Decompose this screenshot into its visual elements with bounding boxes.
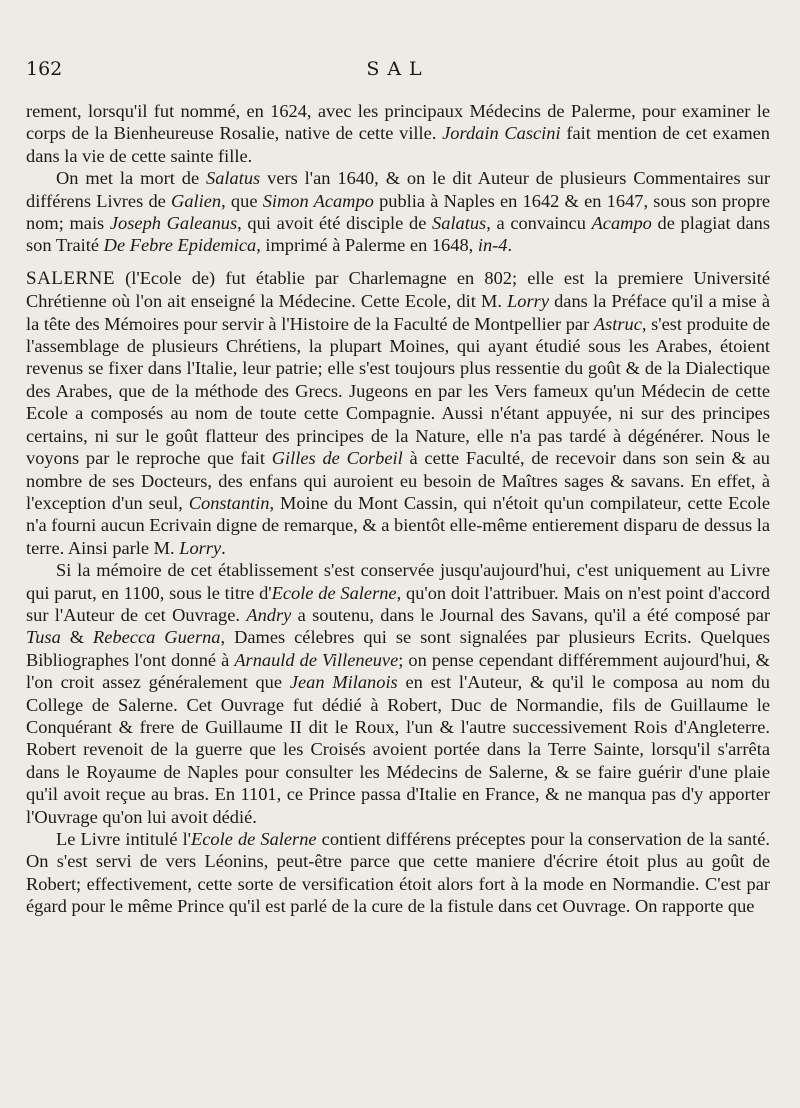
text-run: , qui avoit été disciple de	[237, 213, 433, 234]
text-run: fait mention de cet examen dans la vie de cette sainte fille.	[26, 123, 770, 166]
italic-name: Constantin	[188, 492, 270, 513]
text-run: , Moine du Mont Cassin, qui n'étoit qu'un compilateur, cette Ecole n'a fourni aucun Ecrivain digne de remarque, & a bientôt elle-même entierement disparu de dessus la terre. Ainsi parle M.	[26, 492, 771, 558]
paragraph-salatus-death	[26, 167, 770, 257]
text-run: publia à Naples en 1642 & en 1647, sous son propre nom; mais	[26, 190, 770, 234]
entry-heading: SALERNE	[26, 267, 115, 289]
text-run: , que	[221, 190, 263, 211]
italic-name: Arnauld de Villeneuve	[234, 649, 399, 670]
text-run: , qu'on doit l'attribuer. Mais on n'est point d'accord sur l'Auteur de cet Ouvrage.	[26, 582, 770, 625]
text-run: &	[60, 627, 94, 648]
text-run: à cette Faculté, de recevoir dans son sein & au nombre de ses Docteurs, des enfans qui auroient eu besoin de Maîtres sages & savans. En effet, à l'exception d'un seul,	[26, 448, 770, 513]
italic-name: Andry	[246, 604, 292, 625]
italic-name: Salatus	[432, 213, 487, 234]
italic-name: Salatus	[206, 168, 261, 189]
text-run: Si la mémoire de cet établissement s'est conservée jusqu'aujourd'hui, c'est uniquement au Livre qui parut, en 1100, sous le titre d'	[26, 560, 770, 603]
text-run: ; on pense cependant différemment aujourd'hui, & l'on croit assez généralement que	[26, 649, 770, 693]
italic-name: Jordain Cascini	[442, 123, 561, 144]
italic-name: Simon Acampo	[262, 190, 374, 211]
italic-name: Jean Milanois	[289, 672, 398, 693]
text-run: de plagiat dans son Traité	[26, 213, 770, 256]
italic-name: in-4	[477, 235, 508, 256]
italic-name: Rebecca Guerna	[93, 627, 221, 648]
text-run: vers l'an 1640, & on le dit Auteur de plusieurs Commentaires sur différens Livres de	[26, 168, 770, 211]
text-run: , s'est produite de l'assemblage de plusieurs Chrétiens, la plupart Moines, qui ayant étudié sous les Arabes, étoient revenus se fixer dans l'Italie, leur patrie; elle s'est toujours plus ressentie du goût & de la Dialectique des Arabes, que de la méthode des Grecs. Jugeons en par les Vers fameux qu'un Médecin de cette Ecole a composés au nom de toute cette Compagnie. Aussi n'étant appuyée, ni sur des principes certains, ni sur le goût flatteur des principes de la Nature, elle n'a pas tardé à dégénérer. Nous le voyons par le reproche que fait	[26, 313, 770, 469]
page-body	[26, 100, 770, 918]
text-run: .	[221, 537, 226, 558]
text-run: , imprimé à Palerme en 1648,	[256, 235, 478, 256]
italic-name: Astruc	[593, 313, 642, 334]
text-run: en est l'Auteur, & qu'il le composa au nom du College de Salerne. Cet Ouvrage fut dédié à Robert, Duc de Normandie, fils de Guillaume le Conquérant & frere de Guillaume II dit le Roux, l'un & l'autre successivement Rois d'Angleterre. Robert revenoit de la guerre que les Croisés avoient portée dans la Terre Sainte, lorsqu'il s'arrêta dans le Royaume de Naples pour consulter les Médecins de Salerne, & se faire guérir d'une plaie qu'il avoit reçue au bras. En 1101, ce Prince passa d'Italie en France, & ne manqua pas d'y apporter l'Ouvrage qu'on lui avoit dédié.	[26, 672, 770, 827]
text-run: rement, lorsqu'il fut nommé, en 1624, avec les principaux Médecins de Palerme, pour examiner le corps de la Bienheureuse Rosalie, native de cette ville.	[26, 101, 770, 144]
italic-name: Tusa	[26, 627, 61, 648]
text-run: .	[507, 235, 513, 256]
italic-name: Joseph Galeanus	[109, 213, 238, 234]
paragraph-ecole-memoire	[26, 559, 770, 828]
italic-name: De Febre Epidemica	[103, 235, 257, 256]
italic-name: Lorry	[507, 291, 549, 312]
paragraph-livre-intitule	[26, 828, 770, 918]
page-header	[26, 58, 770, 86]
text-run: dans la Préface qu'il a mise à la tête des Mémoires pour servir à l'Histoire de la Faculté de Montpellier par	[26, 291, 770, 334]
text-run: , Dames célebres qui se sont signalées par plusieurs Ecrits. Quelques Bibliographes l'ont donné à	[26, 627, 770, 670]
text-run: Le Livre intitulé l'	[56, 829, 191, 849]
entry-salerne	[26, 267, 770, 559]
italic-name: Ecole de Salerne	[271, 582, 397, 603]
paragraph-continuation	[26, 100, 770, 167]
text-run: a soutenu, dans le Journal des Savans, qu'il a été composé par	[291, 604, 771, 625]
italic-name: Galien	[171, 190, 222, 211]
running-head: SAL	[366, 58, 430, 80]
text-run: (l'Ecole de) fut établie par Charlemagne en 802; elle est la premiere Université Chrétienne où l'on ait enseigné la Médecine. Cette Ecole, dit M.	[26, 267, 770, 312]
page-number: 162	[26, 58, 63, 80]
text-run: contient différens préceptes pour la conservation de la santé. On s'est servi de vers Léonins, peut-être parce que cette maniere d'écrire étoit plus au goût de Robert; effectivement, cette sorte de versification étoit alors fort à la mode en Normandie. C'est par égard pour le même Prince qu'il est parlé de la cure de la fistule dans cet Ouvrage. On rapporte que	[26, 829, 770, 917]
italic-name: Ecole de Salerne	[191, 829, 317, 849]
text-run: On met la mort de	[56, 168, 207, 189]
italic-name: Acampo	[591, 213, 652, 234]
italic-name: Gilles de Corbeil	[271, 448, 403, 469]
text-run: , a convaincu	[486, 213, 592, 234]
italic-name: Lorry	[179, 537, 222, 558]
